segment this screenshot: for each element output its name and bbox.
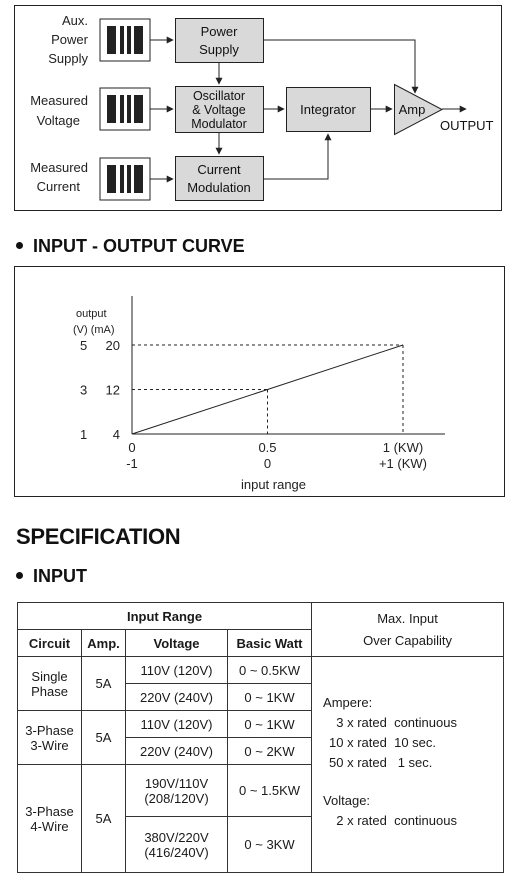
oscillator-label-2: & Voltage [192,103,246,117]
col-header-amp: Amp. [82,630,126,657]
watt-cell: 0 ~ 2KW [228,738,312,765]
watt-cell: 0 ~ 1KW [228,711,312,738]
max-capability-cell [312,657,504,873]
power-supply-label-1: Power [200,24,238,39]
circuit-line: 3-Wire [30,737,69,753]
y-tick-label-ma: 12 [105,382,120,398]
voltage-cell: 220V (240V) [126,738,228,765]
voltage-label-line-2: Voltage [36,113,80,128]
circuit-cell [18,711,82,765]
amp-cell: 5A [82,711,126,765]
curve-heading-text: INPUT - OUTPUT CURVE [33,236,245,256]
input-heading [16,566,87,587]
table-row [18,657,504,684]
voltage-cell: 220V (240V) [126,684,228,711]
current-label-line-1: Measured [30,160,88,175]
amp-cell: 5A [82,657,126,711]
max-input-header [312,603,504,657]
aux-label-line-3: Supply [48,51,88,66]
watt-cell: 0 ~ 1KW [228,684,312,711]
y-tick-label-ma: 20 [105,338,120,353]
power-supply-label-2: Supply [199,42,239,57]
integrator-label: Integrator [300,102,356,117]
transformer-icon [100,88,150,130]
circuit-line: 3-Phase [25,803,74,819]
y-axis-units: (V) (mA) [73,324,115,336]
x-tick-label-top: 0.5 [258,440,277,455]
col-header-circuit: Circuit [18,630,82,657]
bullet-icon [16,242,23,249]
amp-label: Amp [398,102,426,117]
ampere-label: Ampere: [323,695,373,710]
y-tick-label-v: 1 [80,427,88,442]
max-header-line-1: Max. Input [377,610,438,626]
block-diagram [0,0,521,220]
transformer-icon [100,19,150,61]
voltage-label-line-1: Measured [30,93,88,108]
chart-frame [15,267,505,497]
current-mod-label-1: Current [197,162,241,177]
y-axis-label: output [76,308,107,320]
circuit-line: Single [31,668,68,684]
voltage-cell: 110V (120V) [126,657,228,684]
voltage-cell [126,765,228,817]
ampere-line: 10 x rated 10 sec. [329,735,436,750]
amp-cell: 5A [82,765,126,873]
aux-label-line-1: Aux. [61,13,88,28]
voltage-cell: 110V (120V) [126,711,228,738]
y-tick-label-v: 5 [80,338,88,353]
x-tick-label-bottom: -1 [126,456,138,471]
input-spec-table [17,602,504,873]
circuit-cell [18,657,82,711]
circuit-line: 3-Phase [25,722,74,738]
y-tick-label-ma: 4 [112,427,120,442]
output-label: OUTPUT [440,118,494,133]
transformer-icon [100,158,150,200]
col-header-basic-watt: Basic Watt [228,630,312,657]
x-tick-label-bottom: +1 (KW) [378,456,428,471]
oscillator-label-1: Oscillator [192,89,246,103]
x-tick-label-bottom: 0 [263,456,272,471]
curve-heading [16,236,245,257]
current-mod-label-2: Modulation [187,180,251,195]
measured-voltage-label [30,93,88,128]
voltage-line: (416/240V) [144,844,209,860]
aux-label-line-2: Power [51,32,88,47]
measured-current-label [30,160,88,194]
current-label-line-2: Current [36,179,80,194]
input-range-header: Input Range [18,603,312,630]
input-output-chart [0,262,521,502]
voltage-cell [126,817,228,873]
x-tick-label-top: 1 (KW) [382,440,424,455]
y-tick-label-v: 3 [80,382,88,398]
aux-power-label [48,13,88,66]
x-axis-label: input range [240,477,307,492]
input-heading-text: INPUT [33,566,87,586]
circuit-cell [18,765,82,873]
voltage-capability-label: Voltage: [323,793,371,808]
voltage-line: 190V/110V [144,775,209,791]
voltage-line: 380V/220V [144,829,209,845]
watt-cell: 0 ~ 0.5KW [228,657,312,684]
bullet-icon [16,572,23,579]
circuit-line: 4-Wire [30,818,69,834]
max-header-line-2: Over Capability [363,632,452,648]
voltage-capability-line: 2 x rated continuous [329,813,457,828]
col-header-voltage: Voltage [126,630,228,657]
circuit-line: Phase [31,683,68,699]
watt-cell: 0 ~ 1.5KW [228,765,312,817]
watt-cell: 0 ~ 3KW [228,817,312,873]
spec-title: SPECIFICATION [16,524,181,549]
voltage-line: (208/120V) [144,790,209,806]
ampere-line: 50 x rated 1 sec. [329,755,433,770]
oscillator-label-3: Modulator [191,117,247,131]
x-tick-label-top: 0 [128,440,136,455]
ampere-line: 3 x rated continuous [329,715,457,730]
